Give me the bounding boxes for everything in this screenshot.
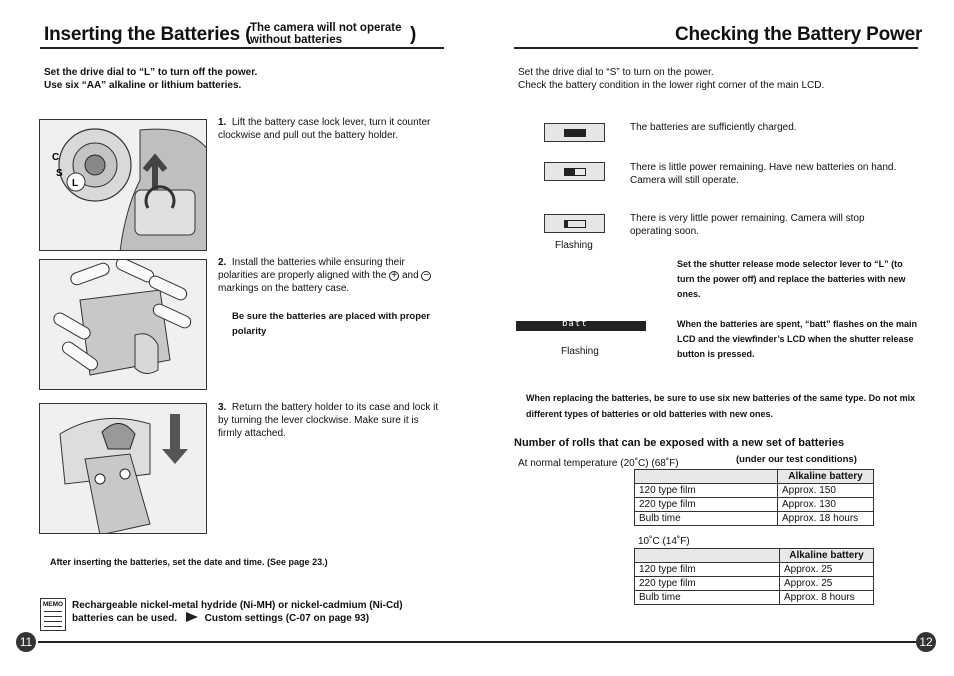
arrow-right-icon — [186, 612, 198, 622]
after-note: After inserting the batteries, set the date and time. (See page 23.) — [50, 557, 328, 567]
table-row: 220 type film Approx. 25 — [635, 577, 874, 591]
left-bottom-rule — [38, 641, 476, 643]
memo-text: Rechargeable nickel-metal hydride (Ni-MH) or nickel-cadmium (Ni-Cd) batteries can be used. Custom settings (C-07 on page 93) — [72, 600, 403, 624]
normal-temp-label: At normal temperature (20˚C) (68˚F) — [518, 458, 679, 469]
svg-text:S: S — [56, 168, 63, 179]
table-row: 120 type film Approx. 150 — [635, 484, 874, 498]
title-note-close: ) — [410, 24, 417, 45]
state-half-text: There is little power remaining. Have new batteries on hand. Camera will still operate. — [630, 162, 897, 186]
low-caption: Flashing — [555, 240, 593, 251]
replace-note: When replacing the batteries, be sure to use six new batteries of the same type. Do not mix different types of batteries or old batteries with new ones. — [526, 393, 916, 419]
table-row: Bulb time Approx. 8 hours — [635, 591, 874, 605]
spent-caption: Flashing — [561, 346, 599, 357]
memo-icon: MEMO — [40, 598, 66, 631]
right-bottom-rule — [476, 641, 916, 643]
state-full-text: The batteries are sufficiently charged. — [630, 122, 797, 133]
left-title-rule — [40, 47, 444, 49]
battery-table-cold — [634, 548, 874, 605]
step1-illustration — [39, 119, 207, 251]
right-title-rule — [514, 47, 918, 49]
step3-text: 3. Return the battery holder to its case and lock it by turning the lever clockwise. Make sure it is firmly attached. — [218, 402, 439, 439]
table-row: Bulb time Approx. 18 hours — [635, 512, 874, 526]
test-conditions: (under our test conditions) — [736, 454, 857, 465]
battery-half-icon — [564, 168, 586, 176]
right-page-title: Checking the Battery Power — [675, 24, 923, 45]
step2-text: 2. Install the batteries while ensuring their polarities are properly aligned with the + and − markings on the battery case. — [218, 256, 442, 295]
step1-text: 1. Lift the battery case lock lever, turn it counter clockwise and pull out the battery holder. — [218, 117, 431, 141]
cold-temp-label: 10˚C (14˚F) — [638, 536, 690, 547]
minus-icon: − — [421, 271, 431, 281]
plus-icon: + — [389, 271, 399, 281]
step2-illustration — [39, 259, 207, 390]
lcd-spent-text: batt — [562, 319, 588, 329]
lcd-spent — [516, 321, 646, 331]
left-intro: Set the drive dial to “L” to turn off the power. Use six “AA” alkaline or lithium batteries. — [44, 67, 258, 91]
table-row: 120 type film Approx. 25 — [635, 563, 874, 577]
right-page-number: 12 — [916, 632, 936, 652]
right-intro: Set the drive dial to “S” to turn on the power. Check the battery condition in the lower right corner of the main LCD. — [518, 67, 825, 91]
svg-text:C: C — [52, 152, 60, 163]
table-header: Alkaline battery — [635, 549, 874, 563]
left-page-number: 11 — [16, 632, 36, 652]
state-low-text: There is very little power remaining. Camera will stop operating soon. — [630, 213, 865, 237]
polarity-note: Be sure the batteries are placed with proper polarity — [232, 311, 430, 337]
lcd-half — [544, 162, 605, 181]
rolls-heading: Number of rolls that can be exposed with a new set of batteries — [514, 437, 845, 449]
step3-illustration — [39, 403, 207, 534]
lcd-full — [544, 123, 605, 142]
lcd-low — [544, 214, 605, 233]
battery-full-icon — [564, 129, 586, 137]
table-header: Alkaline battery — [635, 470, 874, 484]
table-row: 220 type film Approx. 130 — [635, 498, 874, 512]
battery-table-normal — [634, 469, 874, 526]
battery-low-icon — [564, 220, 586, 228]
svg-text:L: L — [72, 178, 79, 189]
left-page-title: Inserting the Batteries ( — [44, 24, 252, 45]
spent-note: When the batteries are spent, “batt” flashes on the main LCD and the viewfinder’s LCD when the shutter release button is pressed. — [677, 319, 918, 359]
title-note: The camera will not operate without batteries — [250, 22, 402, 46]
shutter-note: Set the shutter release mode selector lever to “L” (to turn the power off) and replace the batteries with new ones. — [677, 259, 906, 299]
